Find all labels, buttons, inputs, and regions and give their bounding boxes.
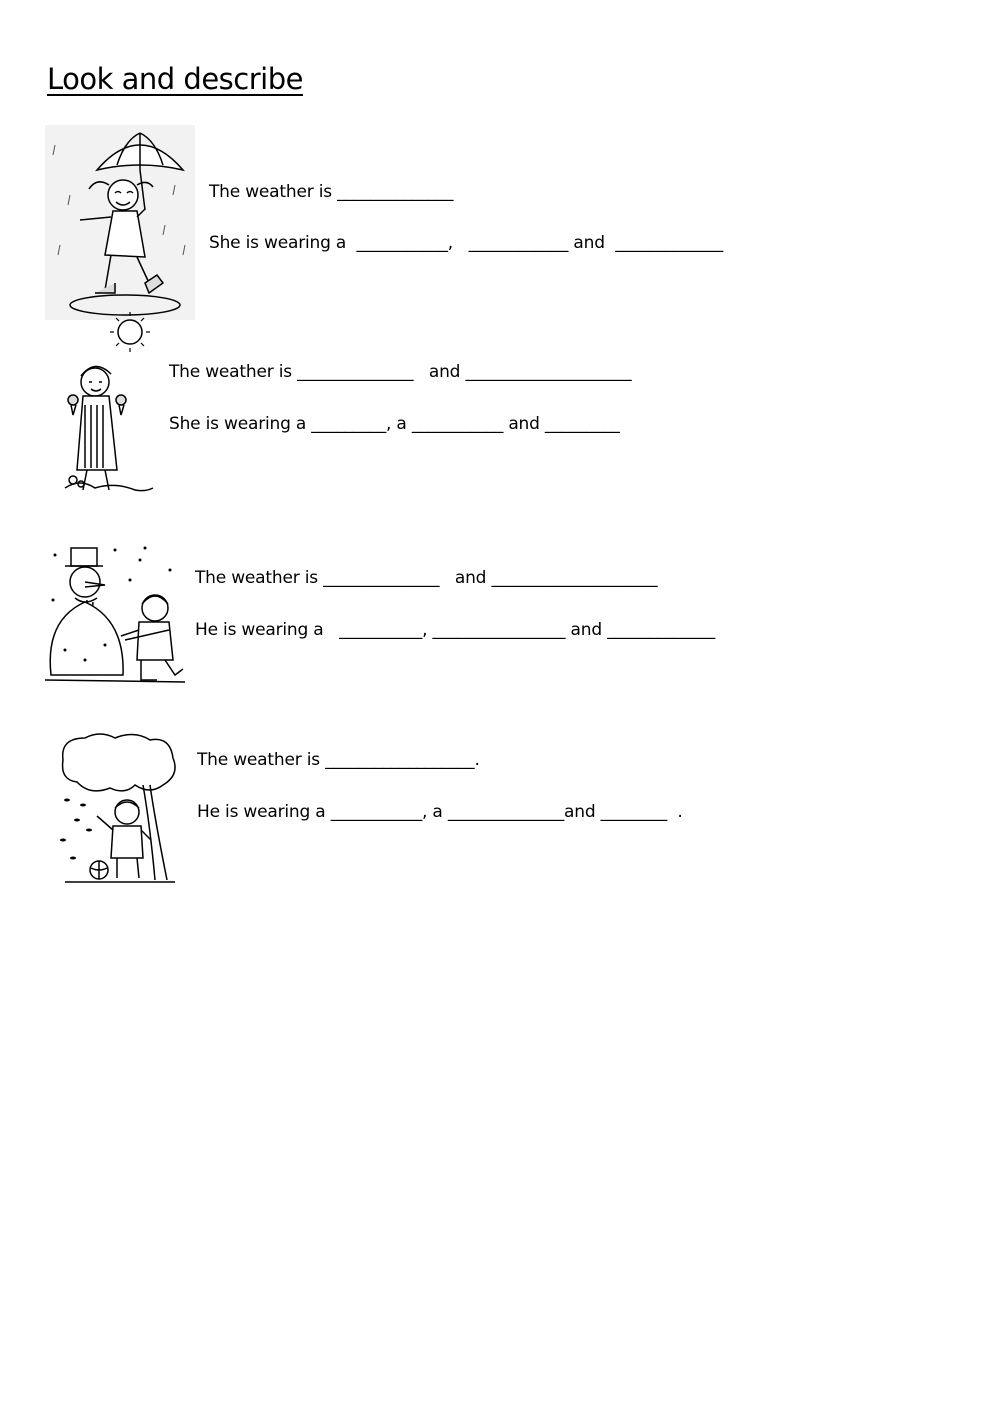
- clothing-sentence[interactable]: He is wearing a ___________, a ______________and ________ .: [197, 802, 683, 822]
- rainy-girl-illustration: [45, 125, 195, 325]
- autumn-boy-tree-illustration: [55, 730, 180, 890]
- weather-sentence[interactable]: The weather is __________________.: [197, 750, 480, 770]
- clothing-sentence[interactable]: She is wearing a ___________, ____________ and _____________: [209, 233, 724, 253]
- clothing-sentence[interactable]: He is wearing a __________, ________________ and _____________: [195, 620, 716, 640]
- sunny-girl-illustration: [55, 310, 165, 500]
- weather-sentence[interactable]: The weather is ______________ and ____________________: [195, 568, 658, 588]
- weather-sentence[interactable]: The weather is ______________: [209, 182, 454, 202]
- page-title: Look and describe: [47, 62, 303, 96]
- weather-sentence[interactable]: The weather is ______________ and ____________________: [169, 362, 632, 382]
- clothing-sentence[interactable]: She is wearing a _________, a ___________ and _________: [169, 414, 620, 434]
- snowy-boy-snowman-illustration: [45, 540, 185, 690]
